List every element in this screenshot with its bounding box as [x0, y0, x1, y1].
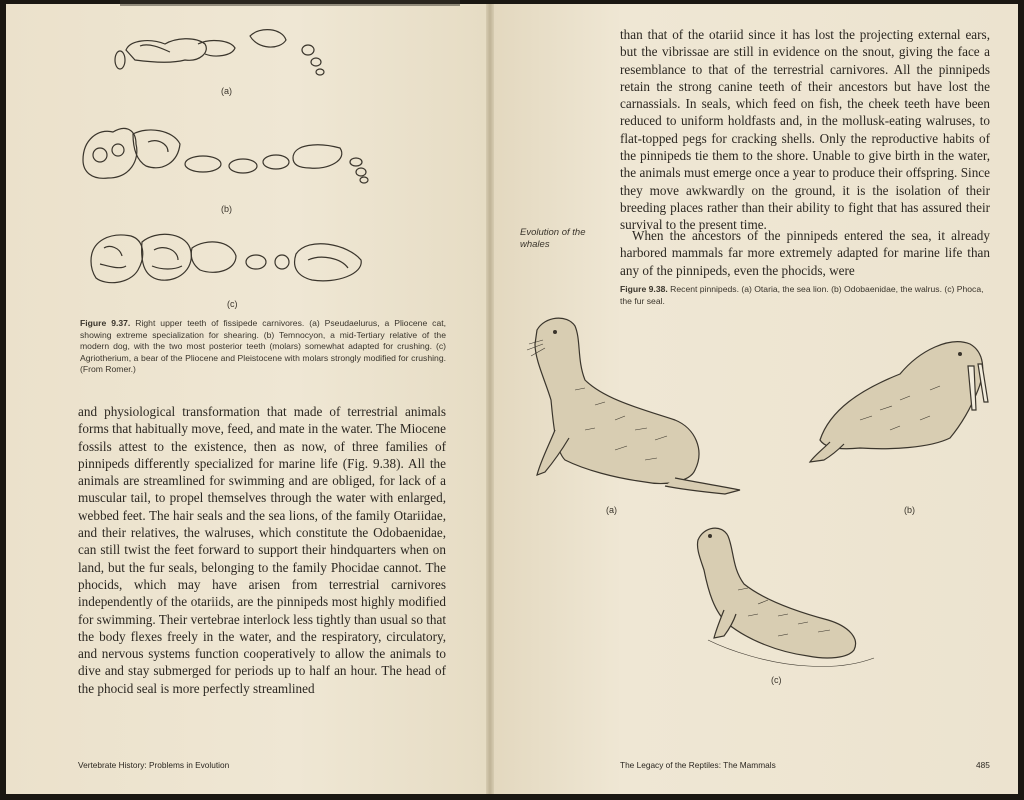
teeth-figure-a [110, 22, 340, 82]
figure-937-label-a: (a) [221, 86, 232, 96]
walrus-illustration [800, 330, 1000, 470]
page-number: 485 [976, 760, 990, 770]
figure-937-text: Right upper teeth of fissipede carnivores. (a) Pseudaelurus, a Pliocene cat, showing extreme specialization for shearing. (b) Temnocyon, a mid-Tertiary relative of the modern dog, with the two most posterior teeth (molars) somewhat adapted for crushing. (c) Agriotherium, a bear of the Pliocene and Pleistocene with molars strongly modified for crushing. (From Romer.) [80, 318, 447, 374]
book-gutter [486, 4, 494, 794]
left-running-footer: Vertebrate History: Problems in Evolution [78, 760, 230, 770]
figure-937-caption [80, 318, 446, 376]
left-body-text: and physiological transformation that made of terrestrial animals forms that habitually move, feed, and mate in the water. The Miocene fossils attest to the existence, then as now, of three families of pinnipeds differently specialized for marine life (Fig. 9.38). All the animals are streamlined for swimming and are obliged, for lack of a muscular tail, to propel themselves through the water with enlarged, webbed feet. The hair seals and the sea lions, of the family Otariidae, and their relatives, the walruses, which constitute the Odobaenidae, can still twist the feet forward to support their hindquarters when on land, but the fur seals, belonging to the family Phocidae cannot. The phocids, which may have arisen from terrestrial carnivores independently of the otariids, are the pinnipeds most highly modified for swimming. Their vertebrae interlock less tightly than usual so that the body flexes freely in the water, and the respiratory, circulatory, and nervous systems function cooperatively to allow the animals to dive and stay submerged for periods up to half an hour. The head of the phocid seal is more perfectly streamlined [78, 404, 446, 696]
figure-938-number: Figure 9.38. [620, 284, 668, 294]
right-body-text-second: When the ancestors of the pinnipeds entered the sea, it already harbored mammals far more extremely adapted for marine life than any of the pinnipeds, even the phocids, were [620, 228, 990, 278]
figure-937-number: Figure 9.37. [80, 318, 131, 328]
right-running-footer: The Legacy of the Reptiles: The Mammals [620, 760, 776, 770]
figure-937-label-c: (c) [227, 299, 238, 309]
figure-938-label-c: (c) [771, 675, 782, 685]
figure-938-label-b: (b) [904, 505, 915, 515]
margin-heading: Evolution of the whales [520, 227, 586, 250]
figure-937-label-b: (b) [221, 204, 232, 214]
teeth-figure-b [78, 120, 378, 190]
sea-lion-illustration [515, 310, 745, 500]
right-body-text-top: than that of the otariid since it has lost the projecting external ears, but the vibrissae are still in evidence on the snout, giving the face a resemblance to that of the terrestrial carnivores. All the pinnipeds retain the strong canine teeth of their ancestors but have lost the carnassials. In seals, which feed on fish, the cheek teeth have been reduced to uniform holdfasts and, in the mollusk-eating walruses, to flat-topped pegs for cracking shells. Only the reproductive habits of the pinnipeds tie them to the shore. Unable to give birth in the water, the animals must emerge once a year to produce their offspring. Since they move awkwardly on the ground, it is the isolation of their breeding places rather than their ability to fight that has assured their survival to the present time. [620, 27, 990, 233]
figure-938-text: Recent pinnipeds. (a) Otaria, the sea lion. (b) Odobaenidae, the walrus. (c) Phoca, the fur seal. [620, 284, 984, 306]
seal-illustration [688, 520, 878, 670]
figure-938-label-a: (a) [606, 505, 617, 515]
teeth-figure-c [86, 226, 376, 292]
figure-938-caption [620, 284, 990, 307]
previous-page-edge [120, 0, 460, 6]
